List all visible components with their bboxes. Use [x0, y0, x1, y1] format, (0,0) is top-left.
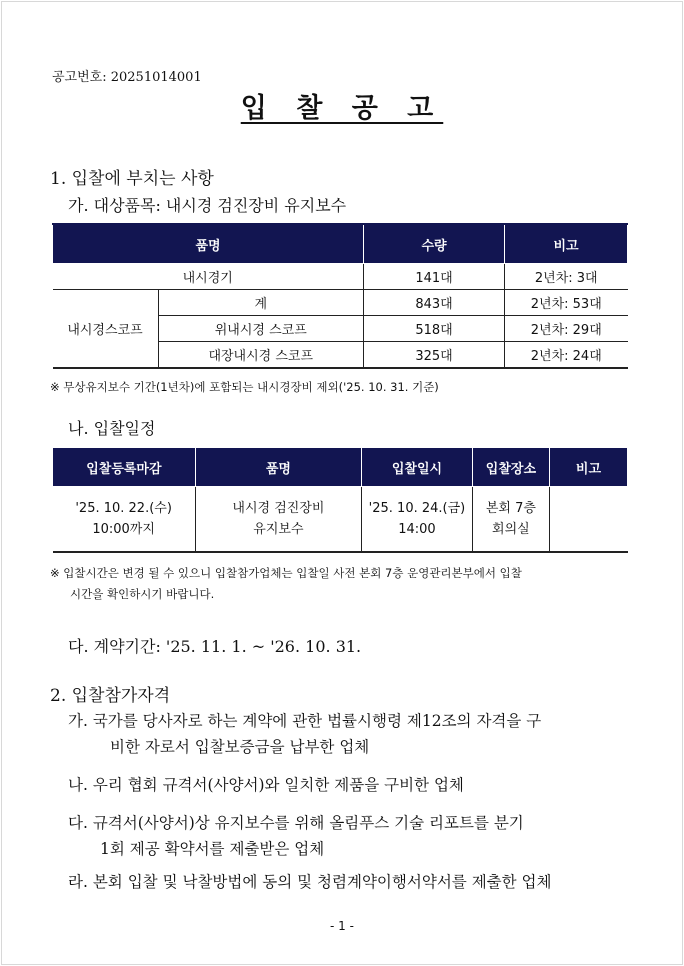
qualification-c-line2: 1회 제공 확약서를 제출받은 업체: [100, 840, 325, 858]
cell-note: 2년차: 53대: [505, 290, 628, 316]
document-page: [1, 1, 683, 965]
section1-item-b: 나. 입찰일정: [68, 419, 156, 438]
table-row: [53, 264, 628, 290]
section1-item-c: 다. 계약기간: '25. 11. 1. ~ '26. 10. 31.: [68, 637, 362, 656]
qualification-b: 나. 우리 협회 규격서(사양서)와 일치한 제품을 구비한 업체: [68, 776, 464, 794]
cell-note: [549, 487, 627, 553]
cell-qty: 518대: [364, 316, 505, 342]
page-number: - 1 -: [330, 919, 354, 933]
cell-note: 2년차: 24대: [505, 342, 628, 369]
schedule-table: [52, 447, 628, 553]
qualification-a-line1: 가. 국가를 당사자로 하는 계약에 관한 법률시행령 제12조의 자격을 구: [68, 712, 542, 730]
cell-deadline: '25. 10. 22.(수) 10:00까지: [53, 487, 196, 553]
qualification-a-line2: 비한 자로서 입찰보증금을 납부한 업체: [110, 738, 370, 756]
items-table-header: [53, 224, 628, 264]
cell-qty: 325대: [364, 342, 505, 369]
note-schedule-line1: ※ 입찰시간은 변경 될 수 있으니 입찰참가업체는 입찰일 사전 본회 7층 운영관리본부에서 입찰: [50, 566, 522, 580]
section1-heading: 1. 입찰에 부치는 사항: [50, 169, 214, 189]
cell-place: 본회 7층 회의실: [472, 487, 549, 553]
table-row: [53, 487, 628, 553]
cell-name: 대장내시경 스코프: [158, 342, 364, 369]
note-schedule-line2: 시간을 확인하시기 바랍니다.: [70, 587, 215, 601]
cell-note: 2년차: 29대: [505, 316, 628, 342]
header-item: 품명: [195, 448, 361, 487]
header-deadline: 입찰등록마감: [53, 448, 196, 487]
cell-datetime: '25. 10. 24.(금) 14:00: [362, 487, 473, 553]
page-title: 입 찰 공 고: [240, 93, 444, 124]
items-table: [52, 223, 628, 369]
cell-qty: 843대: [364, 290, 505, 316]
cell-qty: 141대: [364, 264, 505, 290]
header-quantity: 수량: [364, 224, 505, 264]
header-datetime: 입찰일시: [362, 448, 473, 487]
cell-group: 내시경스코프: [53, 290, 159, 369]
note-warranty: ※ 무상유지보수 기간(1년차)에 포함되는 내시경장비 제외('25. 10. 31. 기준): [50, 380, 439, 394]
header-place: 입찰장소: [472, 448, 549, 487]
cell-note: 2년차: 3대: [505, 264, 628, 290]
qualification-d: 라. 본회 입찰 및 낙찰방법에 동의 및 청렴계약이행서약서를 제출한 업체: [68, 873, 552, 891]
section2-heading: 2. 입찰참가자격: [50, 686, 171, 706]
header-note: 비고: [549, 448, 627, 487]
qualification-c-line1: 다. 규격서(사양서)상 유지보수를 위해 올림푸스 기술 리포트를 분기: [68, 814, 524, 832]
notice-number: 공고번호: 20251014001: [52, 70, 202, 85]
header-item-name: 품명: [53, 224, 364, 264]
header-note: 비고: [505, 224, 628, 264]
table-row: [53, 290, 628, 316]
schedule-table-header: [53, 448, 628, 487]
section1-item-a: 가. 대상품목: 내시경 검진장비 유지보수: [68, 196, 347, 215]
cell-name: 위내시경 스코프: [158, 316, 364, 342]
cell-item: 내시경 검진장비 유지보수: [195, 487, 361, 553]
cell-name: 내시경기: [53, 264, 364, 290]
cell-name: 계: [158, 290, 364, 316]
